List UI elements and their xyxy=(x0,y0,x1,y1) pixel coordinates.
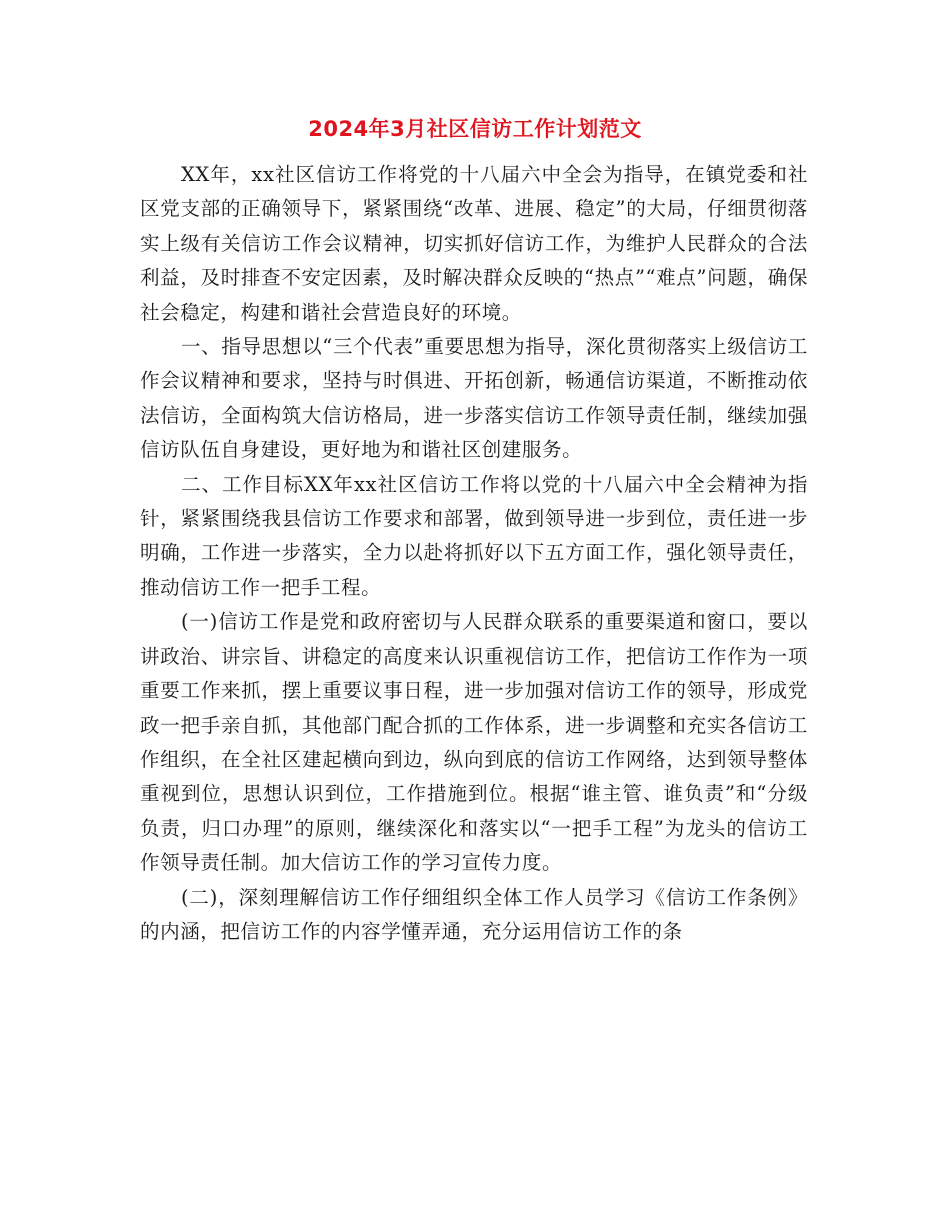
paragraph-guiding-ideology: 一、指导思想以“三个代表”重要思想为指导，深化贯彻落实上级信访工作会议精神和要求，坚持与时俱进、开拓创新，畅通信访渠道，不断推动依法信访，全面构筑大信访格局，进一步落实信访工作领导责任制，继续加强信访队伍自身建设，更好地为和谐社区创建服务。 xyxy=(140,335,808,462)
paragraph-intro: XX年，xx社区信访工作将党的十八届六中全会为指导，在镇党委和社区党支部的正确领导下，紧紧围绕“改革、进展、稳定”的大局，仔细贯彻落实上级有关信访工作会议精神，切实抓好信访工作，为维护人民群众的合法利益，及时排查不安定因素，及时解决群众反映的“热点”“难点”问题，确保社会稳定，构建和谐社会营造良好的环境。 xyxy=(140,163,808,324)
document-title: 2024年3月社区信访工作计划范文 xyxy=(308,117,642,141)
document-body xyxy=(140,158,808,949)
paragraph-item-1: (一)信访工作是党和政府密切与人民群众联系的重要渠道和窗口，要以讲政治、讲宗旨、讲稳定的高度来认识重视信访工作，把信访工作作为一项重要工作来抓，摆上重要议事日程，进一步加强对信访工作的领导，形成党政一把手亲自抓，其他部门配合抓的工作体系，进一步调整和充实各信访工作组织，在全社区建起横向到边，纵向到底的信访工作网络，达到领导整体重视到位，思想认识到位，工作措施到位。根据“谁主管、谁负责”和“分级负责，归口办理”的原则，继续深化和落实以“一把手工程”为龙头的信访工作领导责任制。加大信访工作的学习宣传力度。 xyxy=(140,610,808,875)
paragraph-work-goals: 二、工作目标XX年xx社区信访工作将以党的十八届六中全会精神为指针，紧紧围绕我县信访工作要求和部署，做到领导进一步到位，责任进一步明确，工作进一步落实，全力以赴将抓好以下五方面工作，强化领导责任，推动信访工作一把手工程。 xyxy=(140,472,808,599)
paragraph-item-2: (二)，深刻理解信访工作仔细组织全体工作人员学习《信访工作条例》的内涵，把信访工作的内容学懂弄通，充分运用信访工作的条 xyxy=(140,885,808,943)
